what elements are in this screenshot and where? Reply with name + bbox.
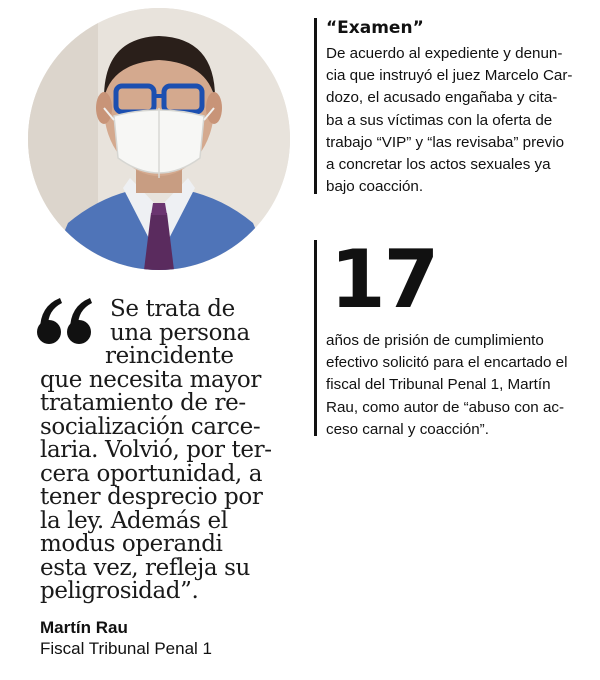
portrait-photo (28, 8, 290, 270)
quote-author-role: Fiscal Tribunal Penal 1 (40, 639, 212, 658)
quote-line: tener desprecio por (40, 484, 263, 510)
quote-line: reincidente (105, 343, 234, 369)
quote-line: modus operandi (40, 531, 223, 557)
stat-line: ceso carnal y coacción”. (326, 420, 489, 438)
stat-description (326, 330, 588, 441)
quote-line: peligrosidad”. (40, 578, 199, 604)
quote-line: una persona (110, 319, 250, 346)
divider-bar (314, 240, 317, 436)
sidebar-line: dozo, el acusado engañaba y cita- (326, 89, 558, 107)
pull-quote (40, 298, 310, 604)
quote-line: socialización carce- (40, 413, 261, 440)
stat-line: efectivo solicitó para el encartado el (326, 354, 568, 372)
quote-line: Se trata de (110, 296, 235, 322)
quote-author-name: Martín Rau (40, 618, 128, 637)
sidebar-line: a concretar los actos sexuales ya (326, 156, 551, 174)
stat-line: años de prisión de cumplimiento (326, 332, 544, 349)
sidebar-line: cia que instruyó el juez Marcelo Car- (326, 67, 573, 85)
stat-line: fiscal del Tribunal Penal 1, Martín (326, 376, 551, 394)
stat-number: 17 (330, 233, 438, 326)
sidebar-line: bajo coacción. (326, 178, 424, 196)
sidebar-body (326, 43, 588, 198)
quote-line: laria. Volvió, por ter- (40, 437, 272, 463)
stat-line: Rau, como autor de “abuso con ac- (326, 398, 565, 416)
quote-line: que necesita mayor (40, 366, 261, 393)
sidebar-line: ba a sus víctimas con la oferta de (326, 111, 553, 129)
quote-line: tratamiento de re- (40, 390, 246, 416)
quote-line: la ley. Además el (40, 507, 228, 534)
sidebar-line: De acuerdo al expediente y denun- (326, 45, 563, 62)
sidebar-line: trabajo “VIP” y “las revisaba” previo (326, 133, 565, 151)
sidebar-title: “Examen” (326, 18, 424, 38)
divider-bar (314, 18, 317, 194)
quote-line: esta vez, refleja su (40, 554, 250, 581)
quote-line: cera oportunidad, a (40, 460, 263, 487)
